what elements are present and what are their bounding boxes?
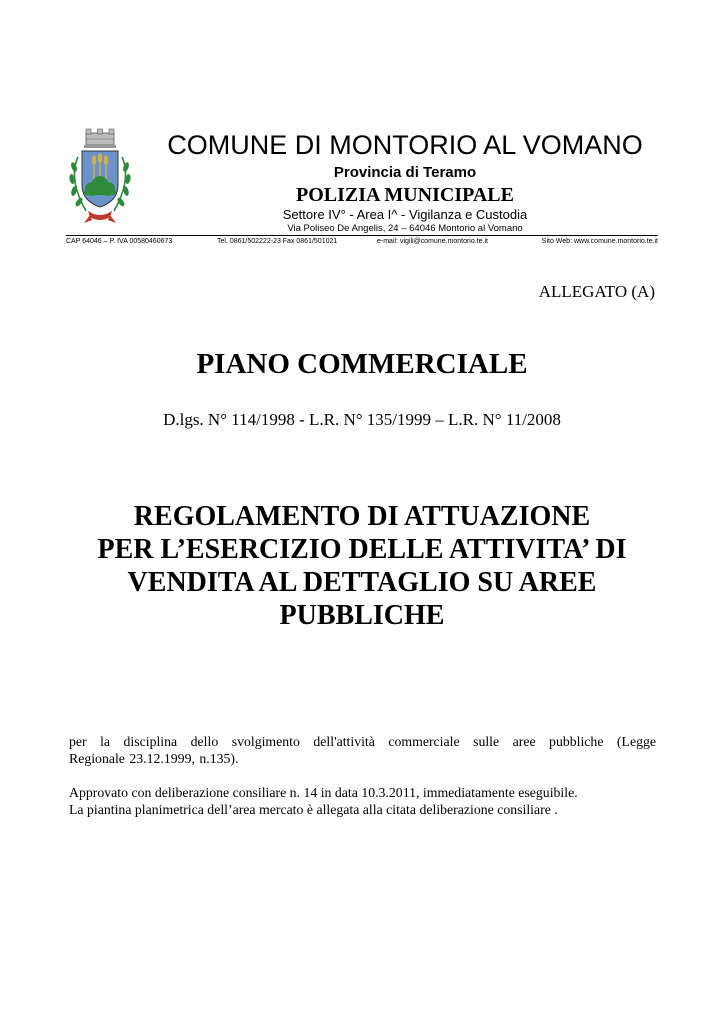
regolamento-line: REGOLAMENTO DI ATTUAZIONE [133, 501, 591, 532]
legal-references: D.lgs. N° 114/1998 - L.R. N° 135/1999 – L.R. N° 11/2008 [163, 410, 561, 429]
email-text: e-mail: vigili@comune.montorio.te.it [377, 238, 488, 245]
department-name: POLIZIA MUNICIPALE [296, 184, 514, 206]
scope-paragraph [69, 733, 656, 767]
tel-fax-text: Tel. 0861/502222-23 Fax 0861/501021 [217, 238, 338, 245]
address-line: Via Poliseo De Angelis, 24 – 64046 Montorio al Vomano [287, 223, 523, 234]
regolamento-line: PER L’ESERCIZIO DELLE ATTIVITA’ DI [97, 534, 627, 565]
regolamento-line: PUBBLICHE [279, 600, 445, 631]
regolamento-line: VENDITA AL DETTAGLIO SU AREE [127, 567, 597, 598]
approval-paragraph [69, 784, 656, 818]
website-text: Sito Web: www.comune.montorio.te.it [541, 238, 658, 245]
main-title: PIANO COMMERCIALE [196, 348, 528, 380]
scope-line: per la disciplina dello svolgimento dell'attività commerciale sulle aree pubbliche (Legge [69, 734, 656, 749]
approval-line: Approvato con deliberazione consiliare n. 14 in data 10.3.2011, immediatamente eseguibile. [69, 785, 578, 800]
header-divider [66, 235, 658, 236]
cap-iva-text: CAP 64046 – P. IVA 00580460673 [66, 238, 173, 245]
contact-bar [66, 237, 658, 247]
sector-line: Settore IV° - Area I^ - Vigilanza e Custodia [282, 207, 528, 222]
scope-line: Regionale 23.12.1999, n.135). [69, 751, 239, 766]
province-name: Provincia di Teramo [333, 164, 477, 181]
municipality-title: COMUNE DI MONTORIO AL VOMANO [167, 130, 643, 160]
attachment-note-line: La piantina planimetrica dell’area mercato è allegata alla citata deliberazione consiliare . [69, 802, 558, 817]
municipal-crest-icon [64, 127, 136, 225]
allegato-label: ALLEGATO (A) [538, 282, 655, 301]
regolamento-title [40, 500, 684, 632]
